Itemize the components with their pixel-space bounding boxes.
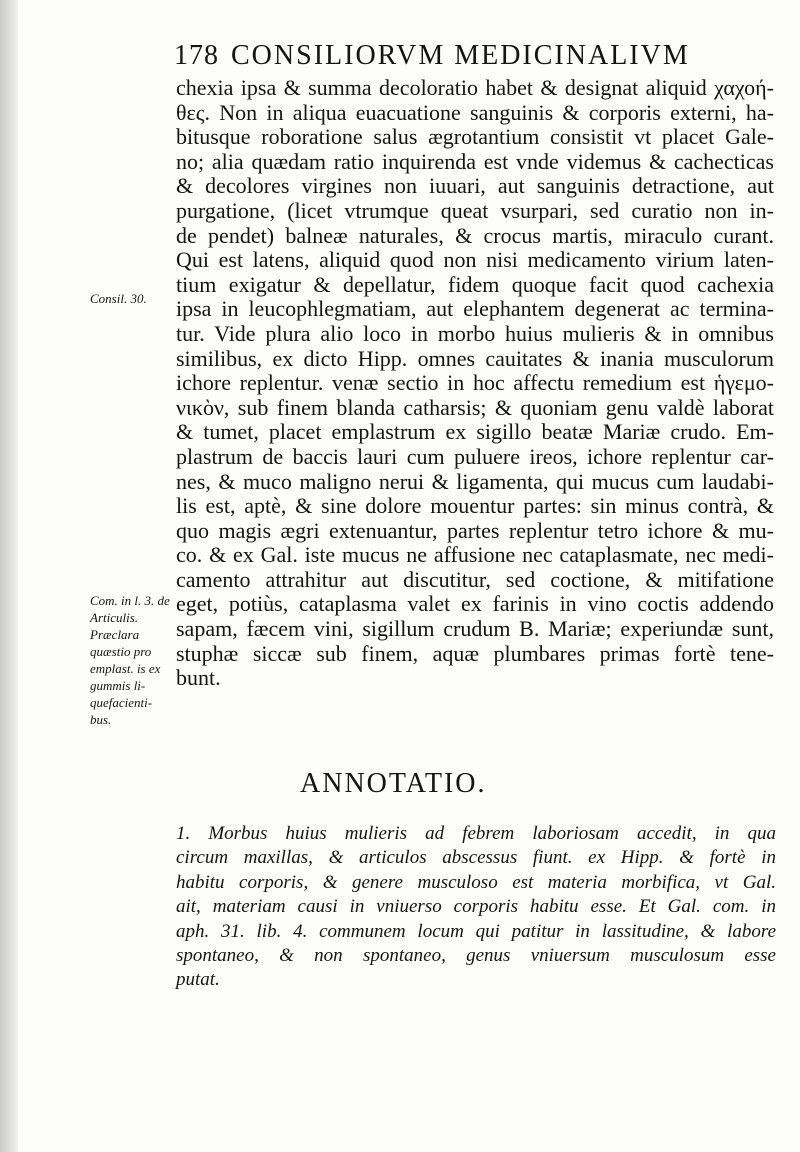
- annotation-line: spontaneo, & non spontaneo, genus vniuersum musculosum esse: [176, 945, 776, 967]
- annotation-text: [176, 822, 776, 993]
- running-title: CONSILIORVM MEDICINALIVM: [231, 40, 690, 71]
- text-line: ipsa in leucophlegmatiam, aut elephantem degenerat ac termina-: [176, 296, 774, 322]
- margin-note-line: Præclara: [90, 627, 140, 642]
- text-line: co. & ex Gal. iste mucus ne affusione nec cataplasmate, nec medi-: [176, 542, 774, 568]
- main-body-text: [176, 76, 774, 691]
- text-line: purgatione, (licet vtrumque queat vsurpari, sed curatio non in-: [176, 197, 774, 223]
- text-line: nes, & muco maligno nerui & ligamenta, qui mucus cum laudabi-: [176, 468, 774, 494]
- show-through-text: [230, 1000, 770, 1022]
- text-line: tium exigatur & depellatur, fidem quoque facit quod cachexia: [176, 271, 774, 297]
- text-line: camento attrahitur aut discutitur, sed coctione, & mitifatione: [176, 566, 774, 592]
- text-line: tur. Vide plura alio loco in morbo huius mulieris & in omnibus: [176, 320, 774, 346]
- margin-note-line: Consil. 30.: [90, 291, 147, 306]
- show-through-text: [60, 218, 171, 244]
- margin-note-line: Com. in l. 3. de: [90, 593, 170, 608]
- show-through-text: [230, 700, 770, 722]
- text-line: & tumet, placet emplastrum ex sigillo beatæ Mariæ crudo. Em-: [176, 419, 774, 445]
- text-line: Qui est latens, aliquid quod non nisi medicamento virium laten-: [176, 247, 774, 273]
- annotation-line: aph. 31. lib. 4. communem locum qui patitur in lassitudine, & labore: [176, 920, 776, 942]
- margin-note-consil: [90, 290, 147, 307]
- text-line: sapam, fæcem vini, sigillum crudum B. Mariæ; experiundæ sunt,: [176, 616, 774, 642]
- annotation-line: 1. Morbus huius mulieris ad febrem laboriosam accedit, in qua: [176, 823, 776, 844]
- page-number: 178: [174, 40, 219, 71]
- page-gutter-shadow: [0, 0, 18, 1152]
- margin-note-line: emplast. is ex: [90, 661, 161, 676]
- running-header: [174, 40, 784, 80]
- margin-note-line: quefacienti-: [90, 695, 153, 710]
- text-line: no; alia quædam ratio inquirenda est vnde videmus & cachecticas: [176, 148, 774, 174]
- text-line: νικὸν, sub finem blanda catharsis; & quoniam genu valdè laborat: [176, 394, 774, 420]
- margin-note-line: Articulis.: [90, 610, 139, 625]
- text-line: chexia ipsa & summa decoloratio habet & designat aliquid χαχοή-: [176, 75, 774, 100]
- text-line: θες. Non in aliqua euacuatione sanguinis & corporis externi, ha-: [176, 99, 774, 125]
- margin-note-line: quæstio pro: [90, 644, 152, 659]
- text-line: & decolores virgines non iuuari, aut sanguinis detractione, aut: [176, 173, 774, 199]
- text-line: quo magis ægri extenuantur, partes replentur tetro ichore & mu-: [176, 517, 774, 543]
- section-heading: ANNOTATIO.: [300, 768, 487, 799]
- annotation-line: habitu corporis, & genere musculoso est materia morbifica, vt Gal.: [176, 871, 776, 893]
- annotation-line: circum maxillas, & articulos abscessus fiunt. ex Hipp. & fortè in: [176, 847, 776, 869]
- text-line: plastrum de baccis lauri cum puluere ireos, ichore replentur car-: [176, 443, 774, 469]
- text-line: lis est, aptè, & sine dolore mouentur partes: sin minus contrà, &: [176, 493, 774, 519]
- show-through-text: [16, 60, 166, 82]
- text-line: bitusque roboratione salus ægrotantium consistit vt placet Gale-: [176, 124, 774, 150]
- margin-note-line: gummis li-: [90, 678, 146, 693]
- text-line: de pendet) balneæ naturales, & crocus martis, miraculo curant.: [176, 222, 774, 248]
- annotation-line: putat.: [176, 969, 220, 991]
- text-line: bunt.: [176, 665, 221, 691]
- margin-note-articulis: [90, 592, 170, 728]
- text-line: similibus, ex dicto Hipp. omnes cauitates & inania musculorum: [176, 345, 774, 371]
- text-line: eget, potiùs, cataplasma valet ex farinis in vino coctis addendo: [176, 591, 774, 617]
- text-line: stuphæ siccæ sub finem, aquæ plumbares primas fortè tene-: [176, 640, 774, 666]
- margin-note-line: bus.: [90, 712, 112, 727]
- text-line: ichore replentur. venæ sectio in hoc affectu remedium est ἡγεμο-: [176, 370, 774, 396]
- annotation-line: ait, materiam causi in vniuerso corporis habitu esse. Et Gal. com. in: [176, 896, 776, 918]
